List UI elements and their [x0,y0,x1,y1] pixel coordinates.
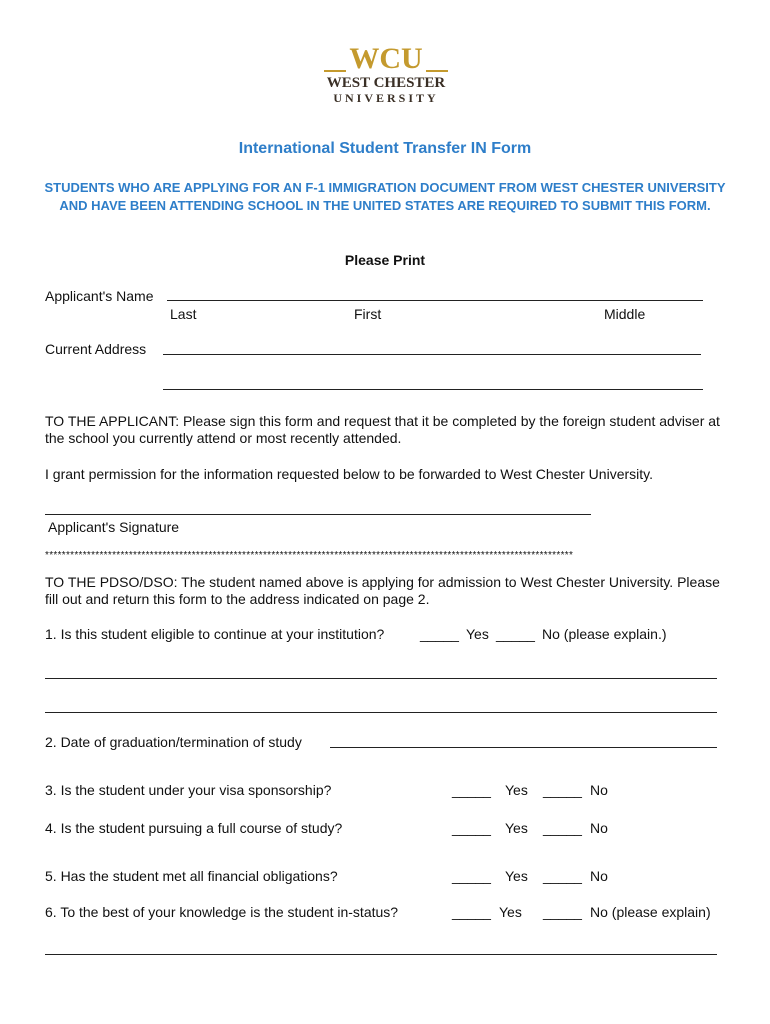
question-4-text: 4. Is the student pursuing a full course of study? [45,820,343,836]
q3-yes-blank[interactable]: _____ [452,782,491,798]
wcu-logo [322,44,450,110]
form-title: International Student Transfer IN Form [238,140,532,157]
current-address-field-2[interactable] [163,389,703,390]
to-pdso-text: TO THE PDSO/DSO: The student named above is applying for admission to West Chester University. Please fill out and return this form to the address indicated on page 2. [45,574,720,607]
graduation-date-field[interactable] [330,747,717,748]
q1-yes-blank[interactable]: _____ [420,626,459,642]
q5-yes-blank[interactable]: _____ [452,868,491,884]
q1-yes-label: Yes [466,626,489,642]
q3-yes-label: Yes [505,782,528,798]
q1-explain-line-1[interactable] [45,678,717,679]
q1-explain-line-2[interactable] [45,712,717,713]
q6-yes-blank[interactable]: _____ [452,904,491,920]
form-notice: STUDENTS WHO ARE APPLYING FOR AN F-1 IMMIGRATION DOCUMENT FROM WEST CHESTER UNIVERSITY AND HAVE BEEN ATTENDING SCHOOL IN THE UNITED STATES ARE REQUIRED TO SUBMIT THIS FORM. [44,180,726,213]
question-5-text: 5. Has the student met all financial obligations? [45,868,338,884]
question-3-text: 3. Is the student under your visa sponsorship? [45,782,332,798]
q6-yes-label: Yes [499,904,522,920]
q1-no-label: No (please explain.) [542,626,667,642]
q6-no-blank[interactable]: _____ [543,904,582,920]
question-1-text: 1. Is this student eligible to continue at your institution? [45,626,385,642]
applicant-name-label: Applicant's Name [45,288,154,304]
q3-no-blank[interactable]: _____ [543,782,582,798]
please-print-label: Please Print [344,252,426,268]
logo-line-1: WEST CHESTER [326,75,446,91]
separator-stars: ****************************************************************************************************************************** [45,551,574,559]
question-2-text: 2. Date of graduation/termination of study [45,734,302,750]
applicant-signature-field[interactable] [45,514,591,515]
q6-no-label: No (please explain) [590,904,711,920]
name-middle-label: Middle [604,306,646,322]
question-6-text: 6. To the best of your knowledge is the student in-status? [45,904,399,920]
q4-no-label: No [590,820,608,836]
q4-yes-blank[interactable]: _____ [452,820,491,836]
logo-rule-right [426,70,448,72]
q6-explain-line[interactable] [45,954,717,955]
to-applicant-text: TO THE APPLICANT: Please sign this form and request that it be completed by the foreign student adviser at the school you currently attend or most recently attended. [45,413,720,446]
q4-no-blank[interactable]: _____ [543,820,582,836]
current-address-label: Current Address [45,341,147,357]
logo-letters: WCU [349,42,423,75]
q5-yes-label: Yes [505,868,528,884]
current-address-field-1[interactable] [163,354,701,355]
q1-no-blank[interactable]: _____ [496,626,535,642]
q5-no-label: No [590,868,608,884]
name-last-label: Last [170,306,197,322]
q3-no-label: No [590,782,608,798]
q4-yes-label: Yes [505,820,528,836]
applicant-signature-label: Applicant's Signature [48,519,180,535]
name-first-label: First [354,306,382,322]
applicant-name-field[interactable] [167,300,703,301]
logo-line-2: UNIVERSITY [333,91,439,105]
permission-text: I grant permission for the information requested below to be forwarded to West Chester University. [45,466,653,482]
q5-no-blank[interactable]: _____ [543,868,582,884]
logo-rule-left [324,70,346,72]
